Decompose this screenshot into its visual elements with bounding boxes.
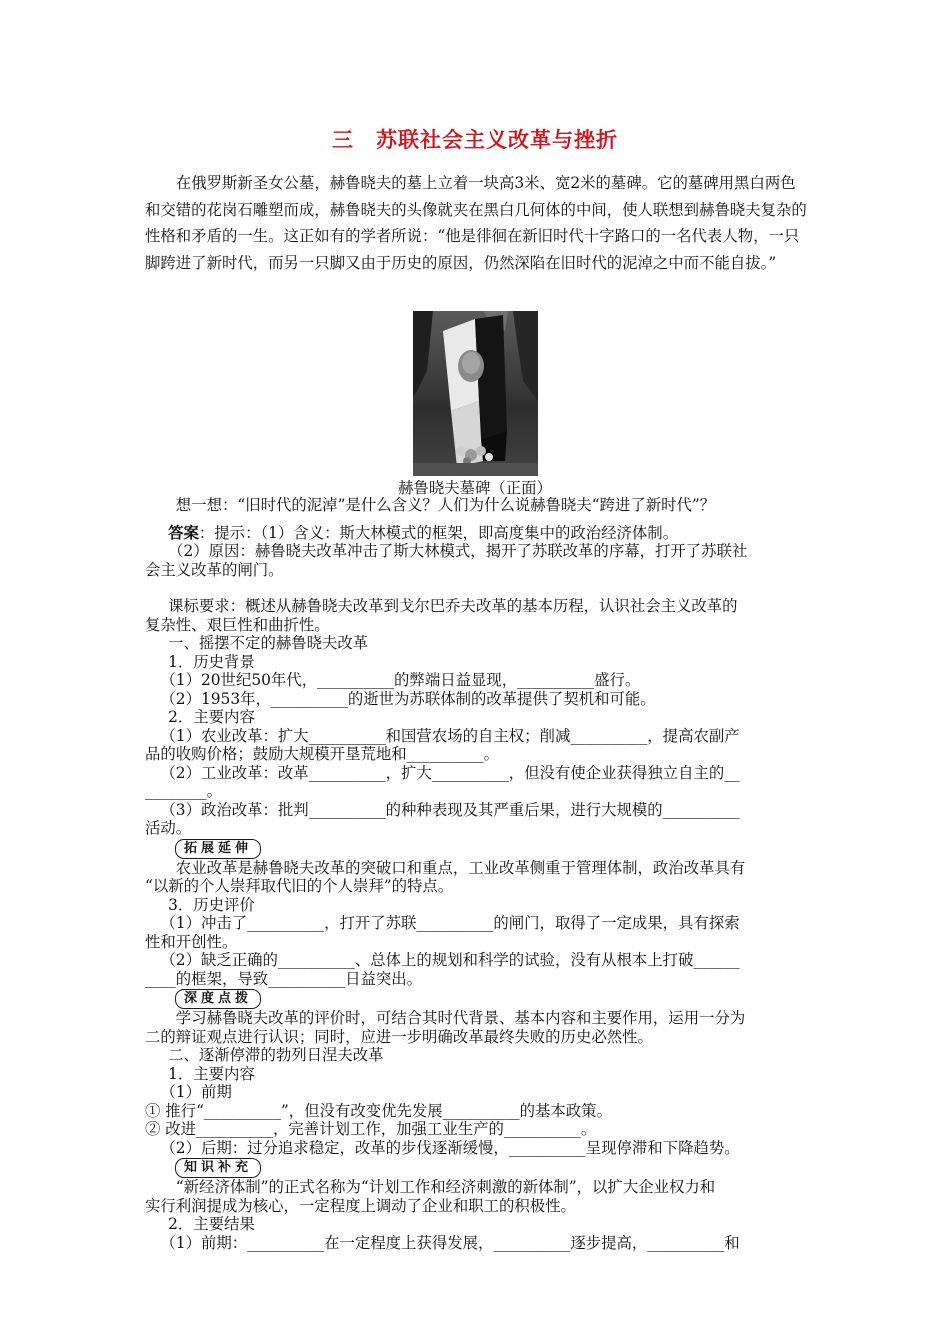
fill-line: （2）工业改革：改革__________，扩大__________，但没有使企业获得独立自主的__ [160,763,740,782]
fill-line: ____的框架，导致__________日益突出。 [145,969,423,988]
fill-line: 品的收购价格；鼓励大规模开垦荒地和__________。 [145,745,499,763]
fill-line: （3）政治改革：批判__________的种种表现及其严重后果，进行大规模的__________ [160,800,740,819]
badge-expand: 拓展延伸 [175,839,261,859]
fill-line: ② 改进__________，完善计划工作，加强工业生产的__________。 [145,1120,597,1138]
think-question: 想一想：“旧时代的泥淖”是什么含义？人们为什么说赫鲁晓夫“跨进了新时代”？ [175,496,716,514]
curriculum-requirement-1: 课标要求：概述从赫鲁晓夫改革到戈尔巴乔夫改革的基本历程，认识社会主义改革的 [168,597,738,615]
section-heading-1: 一、摇摆不定的赫鲁晓夫改革 [168,634,369,652]
fill-line: （1）农业改革：扩大__________和国营农场的自主权；削减__________，提高农副产 [160,726,740,745]
fill-line: ________。 [145,782,222,800]
badge-deep: 深度点拨 [175,989,261,1009]
knowledge-text-1: “新经济体制”的正式名称为“计划工作和经济刺激的新体制”，以扩大企业权力和 [175,1178,716,1196]
answer-line-2: （2）原因：赫鲁晓夫改革冲击了斯大林模式，揭开了苏联改革的序幕，打开了苏联社 [168,542,748,560]
intro-text: 在俄罗斯新圣女公墓，赫鲁晓夫的墓上立着一块高3米、宽2米的墓碑。它的墓碑用黑白两色和交错的花岗石雕塑而成，赫鲁晓夫的头像就夹在黑白几何体的中间，使人联想到赫鲁晓夫复杂的性格和矛盾的一生。这正如有的学者所说：“他是徘徊在新旧时代十字路口的一名代表人物，一只脚跨进了新时代，而另一只脚又由于历史的原因，仍然深陷在旧时代的泥淖之中而不能自拔。” [145,174,807,272]
figure-caption: 赫鲁晓夫墓碑（正面） [398,479,552,497]
knowledge-text-2: 实行利润提成为核心，一定程度上调动了企业和职工的积极性。 [145,1196,576,1215]
fill-line: 性和开创性。 [145,932,238,951]
subheading-content: 1．主要内容 [168,1064,255,1083]
expand-text-1: 农业改革是赫鲁晓夫改革的突破口和重点，工业改革侧重于管理体制，政治改革具有 [175,858,746,877]
fill-line: （2）后期：过分追求稳定，改革的步伐逐渐缓慢，__________呈现停滞和下降趋势。 [160,1138,740,1157]
section-heading-2: 二、逐渐停滞的勃列日涅夫改革 [168,1046,384,1064]
tombstone-photo [413,311,538,476]
intro-paragraph [145,170,807,276]
fill-line: （1）20世纪50年代，__________的弊端日益显现，__________盛行。 [160,671,641,689]
subheading-early: （1）前期 [160,1083,232,1101]
answer-label: 答案 [168,523,199,542]
badge-knowledge: 知识补充 [175,1158,261,1178]
answer-text-1: ：提示：（1）含义：斯大林模式的框架，即高度集中的政治经济体制。 [198,523,679,542]
subheading-evaluation: 3．历史评价 [168,895,255,914]
document-body [145,496,807,1252]
fill-line: 活动。 [145,819,192,837]
fill-line: （1）前期：__________在一定程度上获得发展，__________逐步提高，__________和 [160,1233,740,1252]
fill-line: （2）1953年，__________的逝世为苏联体制的改革提供了契机和可能。 [160,689,656,708]
page-title: 三 苏联社会主义改革与挫折 [332,128,618,152]
answer-line-3: 会主义改革的闸门。 [145,560,284,579]
answer-line-1 [145,524,807,543]
deep-text-1: 学习赫鲁晓夫改革的评价时，可结合其时代背景、基本内容和主要作用，运用一分为 [175,1009,746,1027]
subheading-background: 1．历史背景 [168,652,255,671]
fill-line: （1）冲击了__________，打开了苏联__________的闸门，取得了一定成果，具有探索 [160,914,740,932]
curriculum-requirement-2: 复杂性、艰巨性和曲折性。 [145,615,330,634]
tombstone-image [413,311,538,476]
subheading-results: 2．主要结果 [168,1215,255,1233]
fill-line: （2）缺乏正确的__________、总体上的规划和科学的试验，没有从根本上打破______ [160,951,740,969]
fill-line: ① 推行“__________”，但没有改变优先发展__________的基本政策。 [145,1101,612,1120]
subheading-content: 2．主要内容 [168,708,255,726]
deep-text-2: 二的辩证观点进行认识；同时，应进一步明确改革最终失败的历史必然性。 [145,1027,653,1046]
expand-text-2: “以新的个人崇拜取代旧的个人崇拜”的特点。 [145,877,454,895]
